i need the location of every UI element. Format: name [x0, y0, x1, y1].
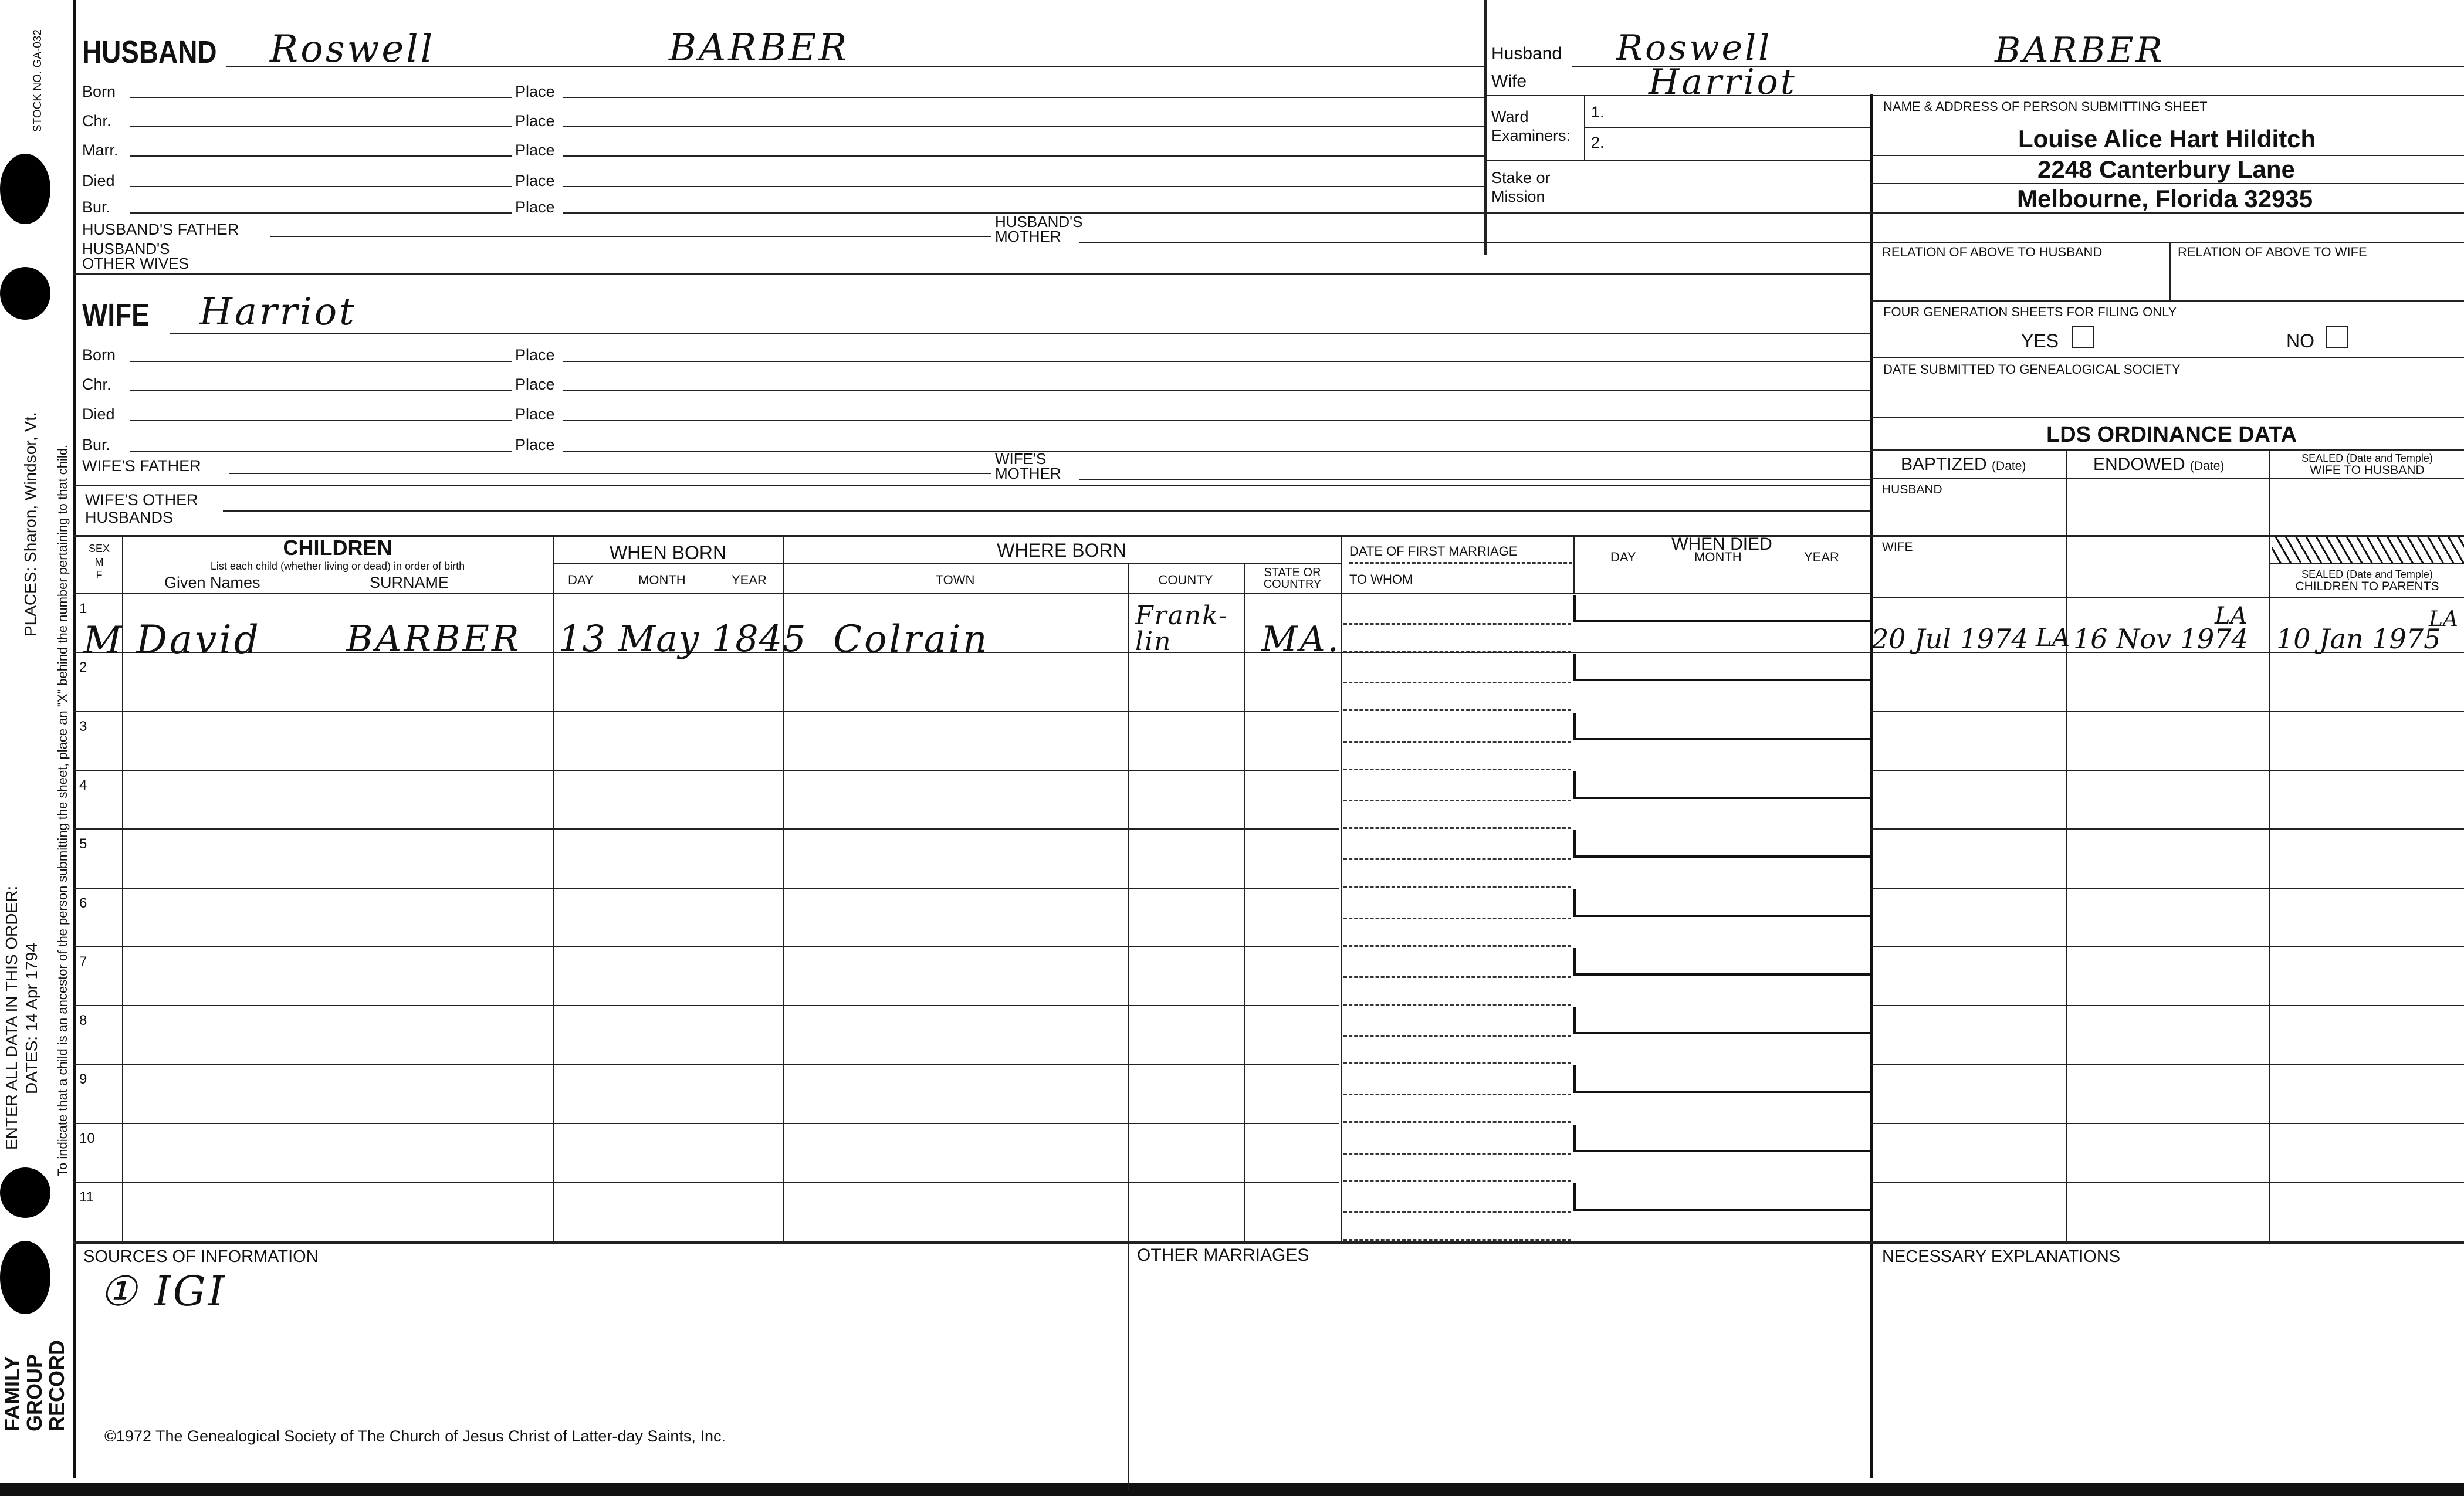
wife-mother-line [1079, 479, 1870, 480]
sex-f: F [96, 569, 103, 581]
sex-label: SEX [88, 543, 110, 554]
death-date-box [1573, 948, 1871, 976]
submitter-line-3 [1870, 212, 2464, 214]
baptized-text: BAPTIZED [1901, 455, 1987, 474]
marriage-date-dash [1343, 623, 1571, 625]
lds-row-line [1870, 828, 2464, 830]
wife-father-line [229, 473, 991, 474]
four-gen-bottom [1870, 357, 2464, 358]
lds-row-line [1870, 1005, 2464, 1006]
child-1-given: David [136, 617, 261, 662]
submitter-city: Melbourne, Florida 32935 [2017, 185, 2313, 212]
record-title-line: RECORD [45, 1339, 69, 1431]
wife-chr-label: Chr. [82, 375, 111, 393]
marriage-date-dash [1343, 976, 1571, 978]
first-marriage-header: DATE OF FIRST MARRIAGE [1349, 544, 1518, 559]
husband-name-line [226, 66, 1484, 67]
child-row-line [73, 1123, 1339, 1124]
when-born-header: WHEN BORN [609, 542, 727, 563]
husband-father-line [270, 236, 991, 237]
died-year-header: YEAR [1804, 550, 1839, 564]
wife-born-place-line [563, 361, 1870, 362]
death-date-box [1573, 830, 1871, 858]
yes-label: YES [2021, 330, 2059, 351]
lds-header-bottom [1870, 478, 2464, 479]
when-died-header: WHEN DIED [1671, 534, 1772, 554]
sources-label: SOURCES OF INFORMATION [83, 1247, 319, 1266]
husband-born-line [130, 97, 512, 98]
surname-header: SURNAME [370, 574, 449, 591]
sealed-children-parents: CHILDREN TO PARENTS [2295, 579, 2439, 593]
wife-bur-place-label: Place [515, 436, 555, 453]
child-row-number: 11 [79, 1189, 94, 1205]
tr-husband-label: Husband [1491, 44, 1562, 63]
submitter-name: Louise Alice Hart Hilditch [2018, 125, 2316, 153]
husband-father-label: HUSBAND'S FATHER [82, 221, 239, 238]
lds-wife-row: WIFE [1882, 540, 1913, 554]
marriage-whom-dash [1343, 709, 1571, 711]
other-marriages-label: OTHER MARRIAGES [1137, 1245, 1309, 1265]
marriage-whom-dash [1343, 945, 1571, 947]
examiner-1-line [1584, 127, 1870, 128]
punch-hole [0, 1241, 50, 1314]
child-1-baptized: 20 Jul 1974 [1871, 623, 2029, 655]
sealed-wife-top: SEALED (Date and Temple) [2301, 452, 2433, 464]
husband-died-line [130, 186, 512, 187]
record-title-line: FAMILY [0, 1356, 24, 1431]
child-1-sealed-temple: LA [2429, 607, 2458, 631]
child-row-line [73, 1182, 1339, 1183]
marriage-whom-dash [1343, 1062, 1571, 1064]
child-1-sealed: 10 Jan 1975 [2276, 623, 2441, 655]
dates-order: DATES: 14 Apr 1794 [22, 943, 40, 1094]
death-date-box [1573, 771, 1871, 799]
submitter-street: 2248 Canterbury Lane [2037, 155, 2295, 183]
punch-hole [0, 267, 50, 320]
sealed-wife-label [2270, 453, 2464, 477]
husband-bur-place-line [563, 212, 1870, 214]
footer-top [73, 1241, 2464, 1244]
lds-row-line [1870, 1064, 2464, 1065]
col-town-right [1128, 563, 1129, 1490]
child-row-line [73, 1005, 1339, 1006]
lds-row-line [1870, 888, 2464, 889]
baptized-label [1901, 456, 2026, 473]
wife-other-husbands-label: WIFE'S OTHER HUSBANDS [85, 491, 198, 526]
sex-m: M [94, 556, 104, 568]
copyright: ©1972 The Genealogical Society of The Church of Jesus Christ of Latter-day Saints, Inc. [104, 1427, 726, 1445]
wife-died-place-label: Place [515, 405, 555, 423]
relation-divider [2169, 242, 2171, 300]
when-born-sub-line [553, 563, 1341, 564]
bottom-border [0, 1483, 2464, 1496]
child-row-number: 4 [79, 777, 87, 793]
husband-other-wives-label: HUSBAND'S OTHER WIVES [82, 240, 189, 272]
husband-chr-place-line [563, 126, 1484, 127]
marriage-date-dash [1343, 918, 1571, 919]
husband-heading: HUSBAND [82, 35, 217, 70]
endowed-date-tag: (Date) [2190, 459, 2225, 473]
wife-mother-label: WIFE'S MOTHER [995, 450, 1061, 482]
record-title-line: GROUP [22, 1353, 46, 1431]
wife-chr-place-line [563, 390, 1870, 391]
husband-died-place-line [563, 186, 1484, 187]
husband-marr-label: Marr. [82, 141, 119, 159]
husband-other-wives-line [73, 273, 1870, 275]
to-whom-header: TO WHOM [1349, 572, 1413, 587]
where-born-header: WHERE BORN [997, 540, 1126, 561]
husband-died-place-label: Place [515, 172, 555, 189]
lds-hatch [2272, 537, 2464, 563]
relation-wife-label: RELATION OF ABOVE TO WIFE [2178, 245, 2367, 259]
wife-died-label: Died [82, 405, 115, 423]
husband-chr-place-label: Place [515, 112, 555, 130]
death-date-box [1573, 1125, 1871, 1152]
marriage-date-dash [1343, 1094, 1571, 1095]
wife-name-line [170, 333, 1870, 334]
stake-label: Stake or [1491, 169, 1551, 187]
husband-bur-label: Bur. [82, 198, 111, 216]
marriage-date-dash [1343, 1035, 1571, 1037]
col-county-right [1244, 563, 1245, 1241]
child-1-baptized-temple: LA [2036, 623, 2070, 652]
baptized-date-tag: (Date) [1992, 459, 2026, 473]
wife-bur-label: Bur. [82, 436, 111, 453]
husband-born-label: Born [82, 83, 116, 100]
date-submitted-bottom [1870, 417, 2464, 418]
lds-title: LDS ORDINANCE DATA [2046, 422, 2297, 447]
no-label: NO [2286, 330, 2314, 351]
examiner-1: 1. [1591, 103, 1605, 121]
tr-husband-surname: BARBER [1995, 30, 2165, 71]
wife-born-place-label: Place [515, 346, 555, 364]
record-title [1, 1340, 68, 1431]
tr-wife-line [1484, 95, 2464, 96]
child-row-line [73, 888, 1339, 889]
husband-marr-line [130, 155, 512, 157]
husband-chr-line [130, 126, 512, 127]
lds-col-divider-2 [2269, 449, 2270, 1243]
child-row-line [73, 828, 1339, 830]
child-row-line [73, 711, 1339, 712]
tr-wife-given: Harriot [1649, 62, 1797, 103]
husband-chr-label: Chr. [82, 112, 111, 130]
relation-top [1870, 242, 2464, 243]
marriage-whom-dash [1343, 1004, 1571, 1006]
marriage-whom-dash [1343, 1180, 1571, 1182]
child-row-line [73, 1064, 1339, 1065]
lds-title-bottom [1870, 449, 2464, 451]
marriage-date-dash [1343, 1153, 1571, 1155]
lds-children-header-bottom [1870, 597, 2464, 598]
marriage-whom-dash [1343, 886, 1571, 888]
sex-header [76, 542, 122, 582]
wife-born-label: Born [82, 346, 116, 364]
first-marriage-dash [1349, 562, 1572, 564]
husband-born-place-line [563, 97, 1484, 98]
sealed-wife-husband: WIFE TO HUSBAND [2310, 463, 2425, 477]
wife-born-line [130, 361, 512, 362]
stock-number: STOCK NO. GA-032 [32, 29, 44, 132]
wife-father-label: WIFE'S FATHER [82, 457, 201, 475]
ancestor-instruction: To indicate that a child is an ancestor of the person submitting the sheet, place an "X" behind the number pertaining to that child. [55, 444, 70, 1176]
husband-bur-line [130, 212, 512, 214]
died-day-header: DAY [1610, 550, 1636, 564]
tr-wife-label: Wife [1491, 72, 1527, 91]
husband-born-place-label: Place [515, 83, 555, 100]
yes-checkbox[interactable] [2072, 326, 2094, 348]
endowed-label [2093, 456, 2224, 473]
submitter-line-2 [1870, 183, 2464, 184]
sealed-children-top: SEALED (Date and Temple) [2301, 568, 2433, 580]
relation-bottom [1870, 300, 2464, 302]
lds-col-divider-1 [2066, 449, 2067, 1243]
sources-entry: ① IGI [100, 1267, 227, 1315]
child-row-number: 5 [79, 836, 87, 852]
date-submitted-label: DATE SUBMITTED TO GENEALOGICAL SOCIETY [1883, 362, 2181, 377]
given-names-header: Given Names [164, 574, 260, 591]
husband-marr-place-label: Place [515, 141, 555, 159]
child-row-number: 7 [79, 953, 87, 970]
town-header: TOWN [935, 573, 975, 587]
child-1-sex: M [83, 619, 124, 662]
child-row-number: 8 [79, 1013, 87, 1029]
child-row-line [73, 770, 1339, 771]
died-month-header: MONTH [1694, 550, 1742, 564]
left-border [73, 0, 76, 1478]
lds-row-line [1870, 946, 2464, 947]
husband-mother-line [1079, 242, 1870, 243]
marriage-date-dash [1343, 741, 1571, 743]
wife-chr-place-label: Place [515, 375, 555, 393]
child-row-number: 1 [79, 601, 87, 617]
death-date-box [1573, 713, 1871, 740]
born-month-header: MONTH [638, 573, 686, 587]
tr-husband-given: Roswell [1616, 28, 1772, 69]
child-row-number: 6 [79, 895, 87, 911]
marriage-date-dash [1343, 1211, 1571, 1213]
husband-block-divider [1484, 0, 1487, 255]
husband-surname: BARBER [669, 26, 849, 70]
husband-died-label: Died [82, 172, 115, 189]
child-row-line [73, 946, 1339, 947]
wife-block-separator [73, 485, 1870, 486]
lds-husband-bottom [1870, 535, 2464, 536]
examiner-2: 2. [1591, 134, 1605, 151]
marriage-whom-dash [1343, 1239, 1571, 1241]
husband-marr-place-line [563, 155, 1484, 157]
lds-row-line [1870, 1182, 2464, 1183]
ward-bottom-line [1484, 160, 1870, 161]
marriage-whom-dash [1343, 827, 1571, 829]
wife-chr-line [130, 390, 512, 391]
wife-bur-line [130, 451, 512, 452]
husband-given-name: Roswell [270, 28, 435, 71]
death-date-box [1573, 654, 1871, 681]
death-date-box [1573, 1183, 1871, 1211]
husband-bur-place-label: Place [515, 198, 555, 216]
child-1-endowed-temple: LA [2215, 603, 2248, 629]
child-row-number: 10 [79, 1130, 95, 1146]
punch-hole [0, 1167, 50, 1218]
children-heading: CHILDREN [283, 536, 392, 560]
child-1-town: Colrain [833, 618, 990, 661]
death-date-box [1573, 889, 1871, 917]
husband-mother-label: HUSBAND'S MOTHER [995, 213, 1083, 245]
child-1-born: 13 May 1845 [559, 617, 807, 660]
children-list-note: List each child (whether living or dead) in order of birth [210, 560, 465, 572]
marriage-whom-dash [1343, 1121, 1571, 1123]
submitter-heading: NAME & ADDRESS OF PERSON SUBMITTING SHEET [1883, 99, 2208, 114]
lds-husband-row: HUSBAND [1882, 483, 1942, 496]
lds-row-line [1870, 770, 2464, 771]
child-1-state: MA. [1261, 619, 1341, 660]
children-header-bottom [73, 593, 1870, 594]
mission-label: Mission [1491, 188, 1545, 205]
county-header: COUNTY [1158, 573, 1213, 587]
ward-label: Ward [1491, 108, 1529, 126]
marriage-date-dash [1343, 800, 1571, 801]
no-checkbox[interactable] [2326, 326, 2348, 348]
marriage-date-dash [1343, 858, 1571, 860]
born-day-header: DAY [568, 573, 594, 587]
examiners-label: Examiners: [1491, 127, 1571, 144]
marriage-whom-dash [1343, 769, 1571, 770]
state-header: STATE OR COUNTRY [1263, 566, 1322, 591]
sealed-children-label [2270, 569, 2464, 593]
child-row-number: 9 [79, 1071, 87, 1088]
endowed-text: ENDOWED [2093, 455, 2185, 474]
wife-given-name: Harriot [199, 290, 357, 334]
child-1-endowed: 16 Nov 1974 [2073, 623, 2249, 655]
child-row-number: 2 [79, 659, 87, 676]
born-year-header: YEAR [732, 573, 767, 587]
marriage-date-dash [1343, 682, 1571, 683]
death-date-box [1573, 1007, 1871, 1034]
child-1-surname: BARBER [346, 617, 522, 660]
death-date-box [1573, 1065, 1871, 1093]
lds-row-line [1870, 1123, 2464, 1124]
lds-hatch-bottom [2269, 563, 2464, 564]
places-order: PLACES: Sharon, Windsor, Vt. [21, 412, 39, 637]
four-gen-label: FOUR GENERATION SHEETS FOR FILING ONLY [1883, 304, 2177, 319]
wife-died-place-line [563, 420, 1870, 421]
explanations-label: NECESSARY EXPLANATIONS [1882, 1247, 2121, 1266]
death-date-box [1573, 595, 1871, 622]
enter-order: ENTER ALL DATA IN THIS ORDER: [2, 885, 21, 1150]
relation-husband-label: RELATION OF ABOVE TO HUSBAND [1882, 245, 2103, 259]
wife-died-line [130, 420, 512, 421]
wife-heading: WIFE [82, 297, 150, 333]
punch-hole [0, 154, 50, 224]
wife-bur-place-line [563, 451, 1870, 452]
child-row-number: 3 [79, 718, 87, 735]
wife-other-husbands-line [223, 510, 1870, 512]
child-1-county: Frank-lin [1135, 601, 1228, 656]
lds-row-line [1870, 711, 2464, 712]
